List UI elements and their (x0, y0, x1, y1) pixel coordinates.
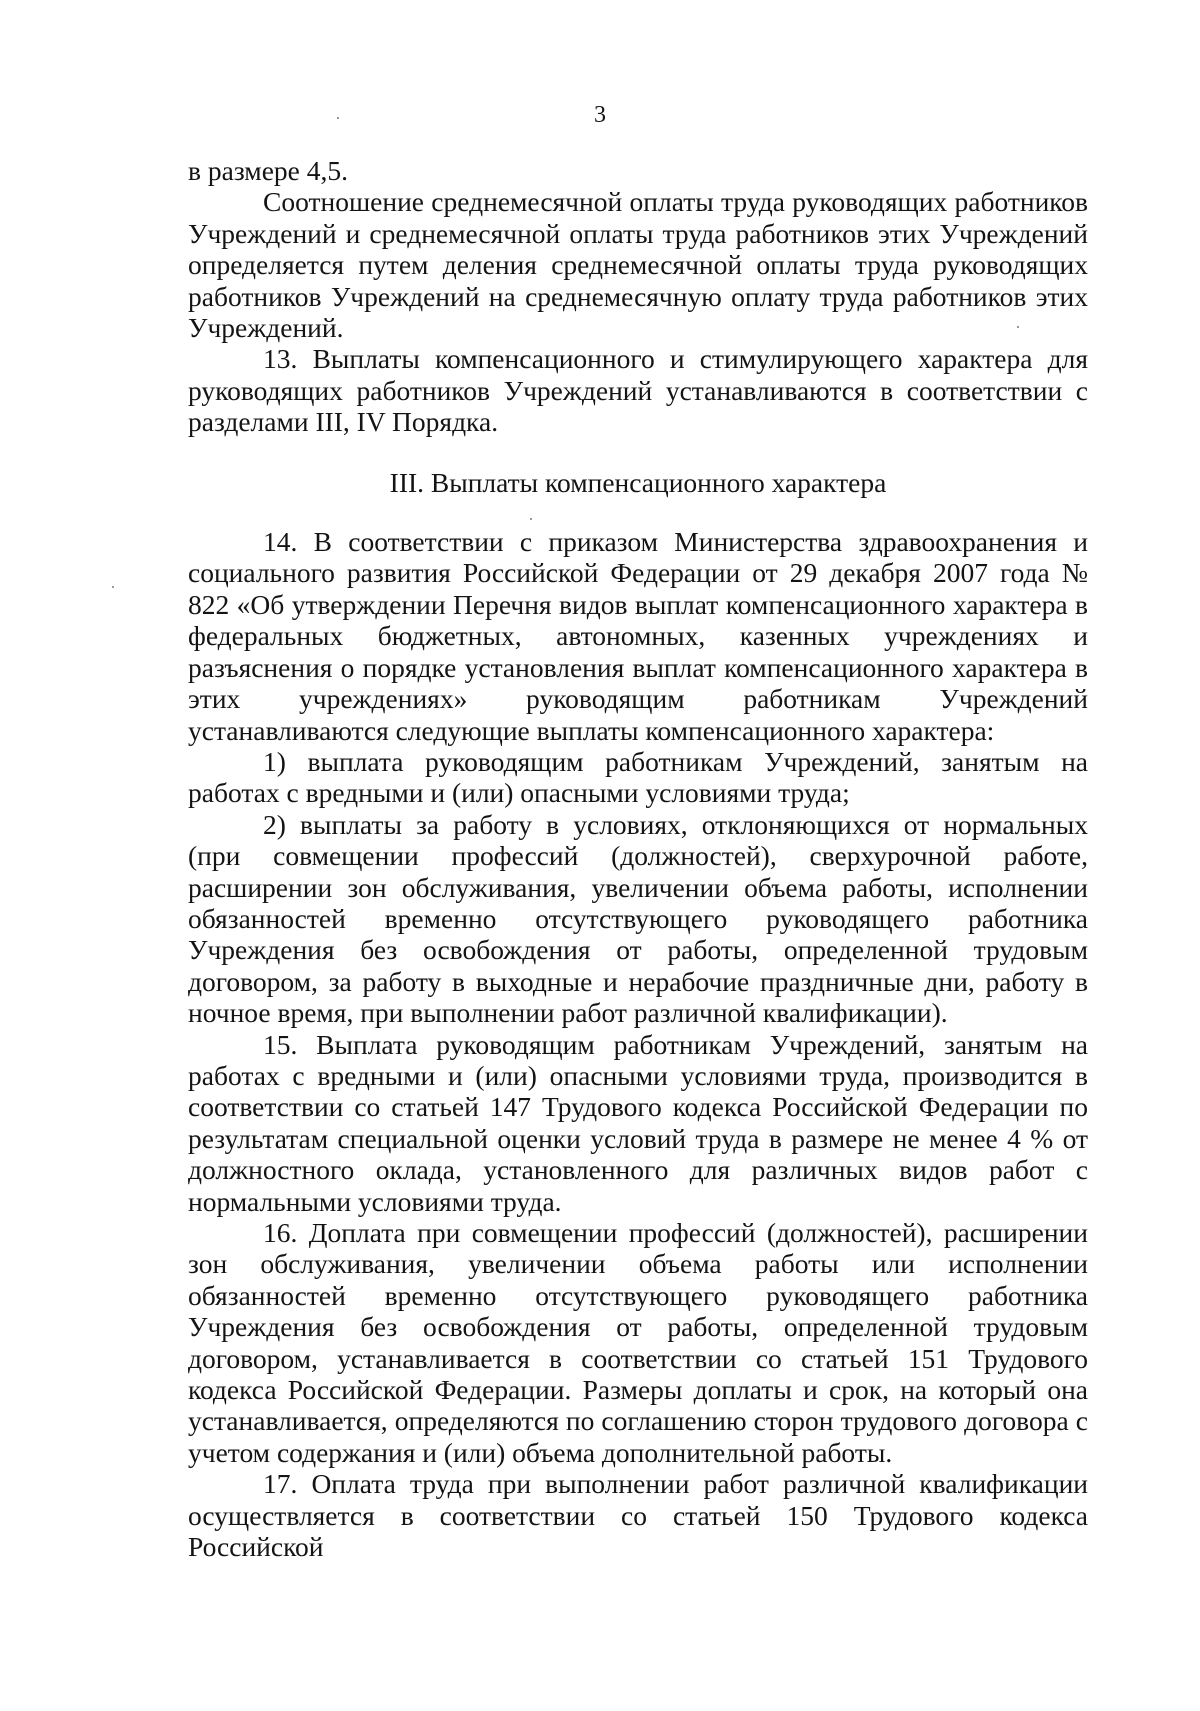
paragraph-salary-ratio: Соотношение среднемесячной оплаты труда руководящих работников Учреждений и среднемесячной оплаты труда работников этих Учреждений определяется путем деления среднемесячной оплаты труда руководящих работников Учреждений на среднемесячную оплату труда работников этих Учреждений. (188, 186, 1088, 344)
scan-speck (112, 586, 114, 588)
page-number: 3 (594, 102, 606, 128)
paragraph-continuation: в размере 4,5. (188, 155, 348, 186)
scan-speck (1017, 326, 1019, 328)
paragraph-17: 17. Оплата труда при выполнении работ различной квалификации осуществляется в соответствии со статьей 150 Трудового кодекса Российской (188, 1468, 1088, 1563)
section-heading: III. Выплаты компенсационного характера (389, 466, 887, 498)
paragraph-16: 16. Доплата при совмещении профессий (должностей), расширении зон обслуживания, увеличении объема работы или исполнении обязанностей временно отсутствующего руководящего работника Учреждения без освобождения от работы, определенной трудовым договором, устанавливается в соответствии со статьей 151 Трудового кодекса Российской Федерации. Размеры доплаты и срок, на который она устанавливается, определяются по соглашению сторон трудового договора с учетом содержания и (или) объема дополнительной работы. (188, 1217, 1088, 1468)
document-body (188, 155, 1088, 1562)
paragraph-13: 13. Выплаты компенсационного и стимулирующего характера для руководящих работников Учреждений устанавливаются в соответствии с разделами III, IV Порядка. (188, 343, 1088, 438)
list-item-2: 2) выплаты за работу в условиях, отклоняющихся от нормальных (при совмещении профессий (должностей), сверхурочной работе, расширении зон обслуживания, увеличении объема работы, исполнении обязанностей временно отсутствующего руководящего работника Учреждения без освобождения от работы, определенной трудовым договором, за работу в выходные и нерабочие праздничные дни, работу в ночное время, при выполнении работ различной квалификации). (188, 808, 1088, 1029)
list-item-1: 1) выплата руководящим работникам Учреждений, занятым на работах с вредными и (или) опасными условиями труда; (188, 745, 1088, 809)
scan-speck (337, 117, 339, 119)
paragraph-15: 15. Выплата руководящим работникам Учреждений, занятым на работах с вредными и (или) опасными условиями труда, производится в соответствии со статьей 147 Трудового кодекса Российской Федерации по результатам специальной оценки условий труда в размере не менее 4 % от должностного оклада, установленного для различных видов работ с нормальными условиями труда. (188, 1028, 1088, 1217)
paragraph-14: 14. В соответствии с приказом Министерства здравоохранения и социального развития Российской Федерации от 29 декабря 2007 года № 822 «Об утверждении Перечня видов выплат компенсационного характера в федеральных бюджетных, автономных, казенных учреждениях и разъяснения о порядке установления выплат компенсационного характера в этих учреждениях» руководящим работникам Учреждений устанавливаются следующие выплаты компенсационного характера: (188, 526, 1088, 746)
scan-speck (530, 518, 532, 520)
